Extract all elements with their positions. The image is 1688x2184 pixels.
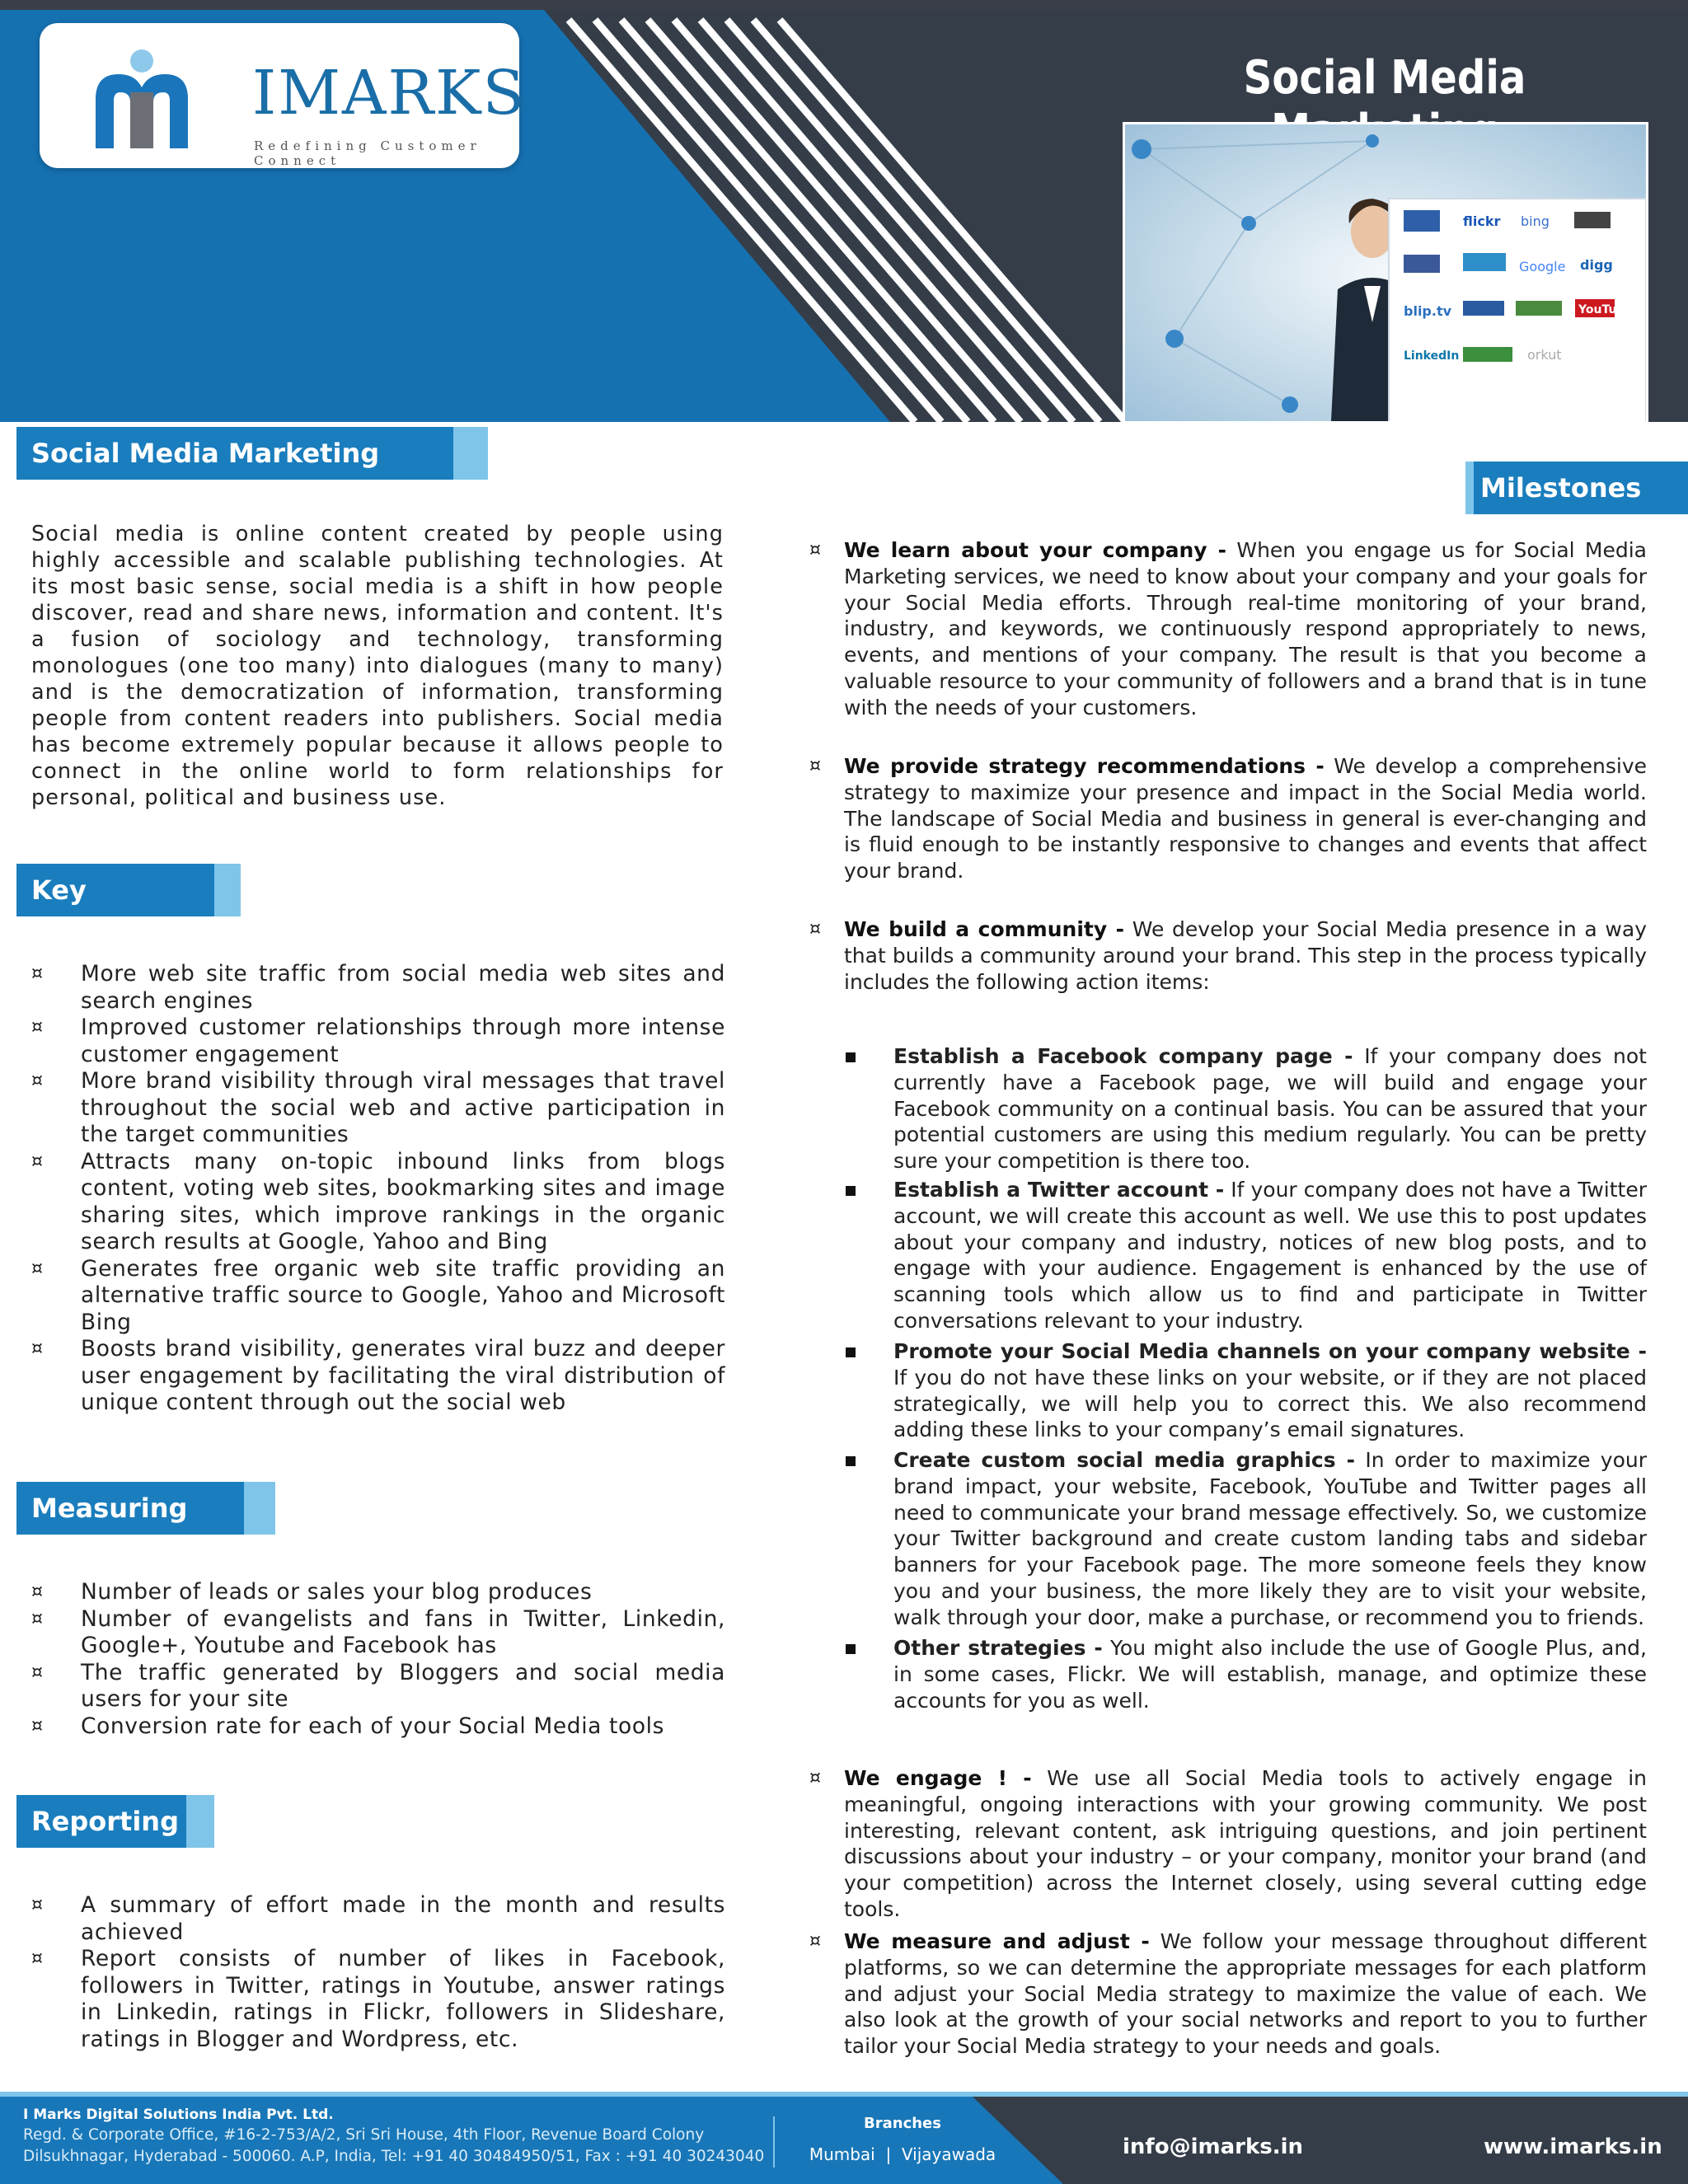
svg-text:bing: bing: [1521, 213, 1550, 229]
bullet-icon: ¤: [31, 963, 44, 984]
heading-tab-accent: [1465, 462, 1474, 514]
bullet-icon: ¤: [809, 1931, 821, 1952]
bullet-icon: ¤: [31, 1071, 44, 1091]
list-item: ¤ Report consists of number of likes in Facebook, followers in Twitter, ratings in Youtube, answer ratings in Linkedin, ratings in Flickr, followers in Slideshare, ratings in Blogger and Wordpress, etc.: [31, 1946, 725, 2052]
milestone-title: We learn about your company -: [844, 538, 1227, 562]
smm-paragraph: Social media is online content created by people using highly accessible and scalable publishing technologies. At its most basic sense, social media is a shift in how people discover, read and share news, information and content. It's a fusion of sociology and technology, transforming monologues (one too many) into dialogues (many to many) and is the democratization of information, transforming people from content readers into publishers. Social media has become extremely popular because it allows people to connect in the online world to form relationships for personal, political and business use.: [31, 522, 724, 810]
square-bullet-icon: [846, 1186, 856, 1196]
milestone-title: We provide strategy recommendations -: [844, 754, 1325, 778]
bullet-icon: ¤: [31, 1608, 44, 1629]
section-heading-key-benefits: [16, 864, 241, 958]
milestone-measure: ¤ We measure and adjust - We follow your message throughout different platforms, so we can determine the appropriate messages for each platform and adjust your Social Media strategy to maximize the value of each. We also look at the growth of your social networks and report to you to further tailor your Social Media strategy to your needs and goals.: [809, 1929, 1648, 2059]
reporting-heading-label: Reporting: [16, 1795, 186, 1848]
section-heading-smm: [16, 427, 488, 522]
measuring-roi-heading-label: Measuring ROI: [16, 1482, 244, 1535]
footer-branches-label: Branches: [864, 2115, 941, 2132]
svg-text:Google: Google: [1519, 259, 1566, 274]
square-bullet-icon: [846, 1644, 856, 1654]
footer-website-link[interactable]: www.imarks.in: [1484, 2135, 1662, 2159]
list-item: ¤ Conversion rate for each of your Social Media tools: [31, 1713, 665, 1739]
key-benefits-list: [31, 961, 725, 1417]
heading-tab-accent: [241, 1482, 275, 1535]
square-bullet-icon: [846, 1052, 856, 1062]
footer-company: I Marks Digital Solutions India Pvt. Ltd.: [23, 2107, 334, 2123]
svg-text:YouTube: YouTube: [1578, 303, 1633, 316]
bullet-icon: ¤: [809, 919, 821, 940]
bullet-icon: ¤: [31, 1715, 44, 1736]
bullet-icon: ¤: [31, 1895, 44, 1915]
milestone-title: We build a community -: [844, 917, 1124, 941]
footer-divider: [773, 2116, 775, 2168]
page-title: Social Media: [1243, 51, 1526, 105]
bullet-icon: ¤: [809, 540, 821, 560]
action-title: Other strategies -: [893, 1636, 1103, 1660]
brand-name: IMARKS: [252, 58, 527, 129]
list-item: ¤ More web site traffic from social media web sites and search engines: [31, 961, 725, 1014]
footer-email-link[interactable]: info@imarks.in: [1123, 2135, 1304, 2159]
key-benefits-heading-label: Key Benefits: [16, 864, 214, 916]
list-item: ¤ Improved customer relationships through more intense customer engagement: [31, 1015, 725, 1067]
action-facebook-page: Establish a Facebook company page - If your company does not currently have a Facebook page, we will build and engage your Facebook community on a continual basis. You can be assured that your potential customers are using this medium regularly. You can be pretty sure your competition is there too.: [893, 1043, 1647, 1174]
list-item: ¤ Generates free organic web site traffic providing an alternative traffic source to Google, Yahoo and Microsoft Bing: [31, 1255, 725, 1335]
action-title: Create custom social media graphics -: [893, 1448, 1356, 1472]
list-item: ¤ The traffic generated by Bloggers and social media users for your site: [31, 1659, 725, 1712]
milestone-community: ¤ We build a community - We develop your Social Media presence in a way that builds a community around your brand. This step in the process typically includes the following action items:: [809, 917, 1647, 994]
list-item: ¤ A summary of effort made in the month and results achieved: [31, 1892, 725, 1945]
action-title: Establish a Facebook company page -: [893, 1044, 1353, 1068]
footer-address-line2: Dilsukhnagar, Hyderabad - 500060. A.P, India, Tel: +91 40 30484950/51, Fax : +91 40 30243040: [23, 2148, 765, 2165]
milestone-strategy: ¤ We provide strategy recommendations - We develop a comprehensive strategy to maximize your presence and impact in the Social Media world. The landscape of Social Media and business in general is ever-changing and is fluid enough to be instantly responsive to changes and events that affect your brand.: [809, 754, 1647, 883]
action-title: Establish a Twitter account -: [893, 1178, 1225, 1202]
svg-text:LinkedIn: LinkedIn: [1404, 349, 1460, 363]
bullet-icon: ¤: [31, 1582, 44, 1602]
milestone-engage: ¤ We engage ! - We use all Social Media tools to actively engage in meaningful, ongoing interactions with your growing community. We post interesting, relevant content, ask intriguing questions, and join pertinent discussions about your industry – or your company, monitor your brand (and your competition) across the Internet closely, using several cutting edge tools.: [809, 1766, 1647, 1921]
bullet-icon: ¤: [31, 1151, 44, 1172]
milestone-learn: ¤ We learn about your company - When you engage us for Social Media Marketing services, we need to know about your company and your goals for your Social Media efforts. Through real-time monitoring of your brand, industry, and keywords, we continuously respond appropriately to news, events, and mentions of your company. The result is that you become a valuable resource to your community of followers and a brand that is in tune with the needs of your customers.: [809, 538, 1647, 719]
smm-heading-label: Social Media Marketing (SMM): [16, 427, 453, 480]
svg-text:blip.tv: blip.tv: [1404, 303, 1452, 319]
list-item: ¤ Number of evangelists and fans in Twitter, Linkedin, Google+, Youtube and Facebook has: [31, 1605, 725, 1658]
bullet-icon: ¤: [31, 1948, 44, 1969]
heading-tab-accent: [453, 427, 488, 480]
svg-text:orkut: orkut: [1527, 347, 1562, 363]
footer-divider-shape: [824, 2097, 1104, 2184]
bullet-icon: ¤: [809, 756, 821, 776]
milestone-title: We measure and adjust -: [844, 1929, 1150, 1953]
svg-text:digg: digg: [1580, 257, 1613, 273]
action-custom-graphics: Create custom social media graphics - In order to maximize your brand impact, your website, Facebook, YouTube and Twitter pages all need to communicate your brand message effectively. So, we customize your Twitter background and create custom landing tabs and sidebar banners for your Facebook page. The more someone feels they know you and your business, the more likely they are to visit your website, walk through your door, make a purchase, or recommend you to friends.: [893, 1447, 1647, 1631]
action-promote-channels: Promote your Social Media channels on your company website - If you do not have these links on your website, or if they are not placed strategically, we will help you to correct this. We also recommend adding these links to your company’s email signatures.: [893, 1338, 1647, 1443]
brand-tagline: Redefining Customer Connect: [254, 138, 481, 168]
list-item: ¤ Attracts many on-topic inbound links from blogs content, voting web sites, bookmarking sites and image sharing sites, which improve rankings in the organic search results at Google, Yahoo and Bing: [31, 1148, 725, 1254]
section-heading-measuring-roi: [16, 1482, 275, 1577]
bullet-icon: ¤: [809, 1768, 821, 1788]
list-item: ¤ Boosts brand visibility, generates viral buzz and deeper user engagement by facilitating the viral distribution of unique content through out the social web: [31, 1336, 725, 1415]
bullet-icon: ¤: [31, 1661, 44, 1683]
measuring-roi-list: [31, 1579, 725, 1740]
action-twitter-account: Establish a Twitter account - If your company does not have a Twitter account, we will create this account as well. We use this to post updates about your company and industry, notices of new blog posts, and to engage with your audience. Engagement is enhanced by the use of scanning tools which allow us to find and participate in Twitter conversations relevant to your industry.: [893, 1177, 1647, 1334]
milestones-heading-label: Milestones: [1465, 462, 1688, 514]
list-item: ¤ More brand visibility through viral messages that travel throughout the social web and active participation in the target communities: [31, 1068, 725, 1147]
milestone-title: We engage ! -: [844, 1766, 1032, 1790]
logo-card[interactable]: [40, 23, 527, 168]
hero-image: [1123, 122, 1648, 424]
list-item: ¤ Number of leads or sales your blog produces: [31, 1579, 593, 1605]
header-top-line: [0, 0, 1688, 10]
section-heading-reporting: [16, 1795, 214, 1848]
bullet-icon: ¤: [31, 1258, 44, 1279]
square-bullet-icon: [846, 1456, 856, 1466]
social-network-illustration: [1125, 124, 1646, 421]
action-title: Promote your Social Media channels on your company website -: [893, 1339, 1647, 1363]
reporting-list: [31, 1892, 725, 2053]
bullet-icon: ¤: [31, 1338, 44, 1359]
action-other-strategies: Other strategies - You might also include the use of Google Plus, and, in some cases, Flickr. We will establish, manage, and optimize these accounts for you as well.: [893, 1635, 1647, 1713]
footer-branches: Mumbai | Vijayawada: [809, 2144, 996, 2164]
imarks-logo-icon: [84, 41, 199, 157]
footer-address-line1: Regd. & Corporate Office, #16-2-753/A/2, Sri Sri House, 4th Floor, Revenue Board Colony: [23, 2126, 705, 2144]
bullet-icon: ¤: [31, 1017, 44, 1038]
section-heading-milestones: [1465, 462, 1688, 514]
svg-text:flickr: flickr: [1463, 213, 1501, 229]
square-bullet-icon: [846, 1347, 856, 1357]
